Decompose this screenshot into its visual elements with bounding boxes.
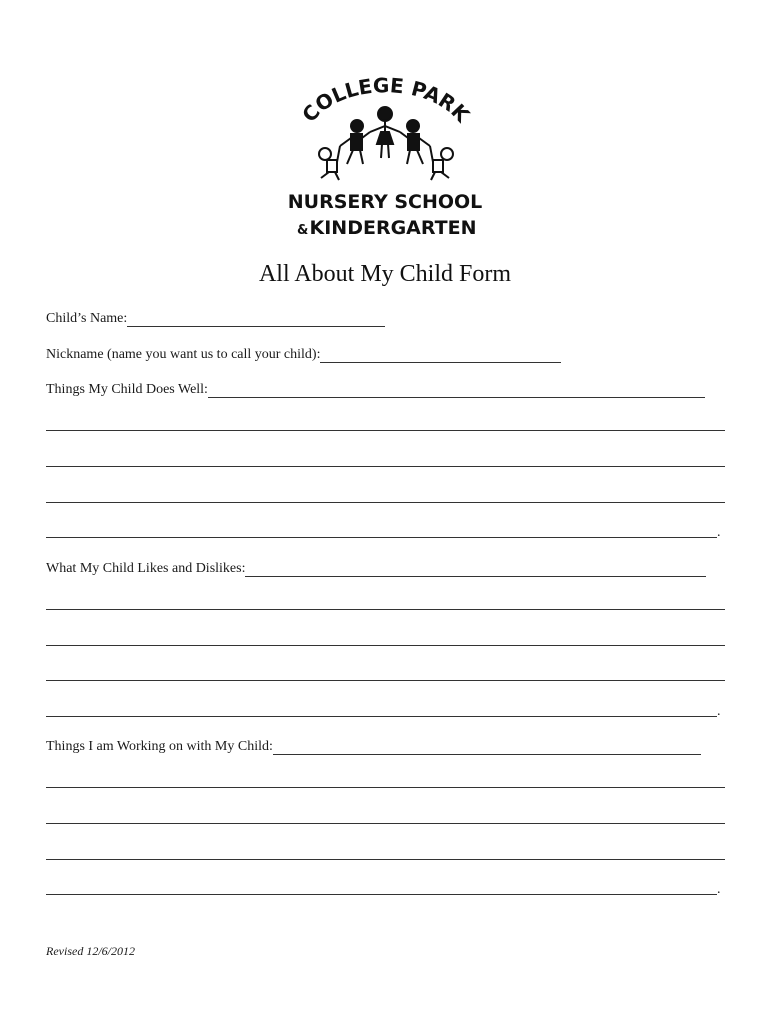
children-figures-icon (319, 107, 453, 180)
childs-name-row (46, 307, 385, 327)
section3-line[interactable] (46, 823, 725, 824)
school-logo (285, 74, 485, 240)
logo-line1: NURSERY SCHOOL (287, 191, 483, 213)
logo-line2: KINDERGARTEN (309, 217, 477, 239)
section3-label: Things I am Working on with My Child: (46, 739, 273, 754)
section3-line[interactable] (46, 787, 725, 788)
section1-row (46, 378, 705, 398)
nickname-label: Nickname (name you want us to call your child): (46, 347, 321, 362)
section1-last-line[interactable] (46, 537, 717, 538)
section3-last-line[interactable] (46, 894, 717, 895)
nickname-field[interactable] (320, 348, 561, 363)
section3-line[interactable] (46, 859, 725, 860)
childs-name-label: Child’s Name: (46, 311, 128, 326)
section2-last-line[interactable] (46, 716, 717, 717)
form-title: All About My Child Form (258, 261, 512, 287)
section2-line[interactable] (46, 609, 725, 610)
revised-date: Revised 12/6/2012 (46, 944, 135, 958)
logo-ampersand: & (297, 223, 309, 238)
section1-label: Things My Child Does Well: (46, 382, 208, 397)
section1-line[interactable] (46, 466, 725, 467)
line-end-period: . (717, 525, 721, 540)
logo-arc-text: COLLEGE PARK (297, 74, 475, 127)
section1-line[interactable] (46, 430, 725, 431)
section2-line[interactable] (46, 680, 725, 681)
section1-line[interactable] (46, 502, 725, 503)
nickname-row (46, 343, 561, 363)
school-logo-graphic (285, 74, 485, 240)
section3-row (46, 735, 701, 755)
section2-row (46, 557, 706, 577)
section3-first-line[interactable] (273, 740, 701, 755)
section1-first-line[interactable] (208, 383, 705, 398)
childs-name-field[interactable] (127, 312, 385, 327)
section2-first-line[interactable] (245, 562, 706, 577)
section2-label: What My Child Likes and Dislikes: (46, 561, 246, 576)
line-end-period: . (717, 704, 721, 719)
section2-line[interactable] (46, 645, 725, 646)
line-end-period: . (717, 882, 721, 897)
